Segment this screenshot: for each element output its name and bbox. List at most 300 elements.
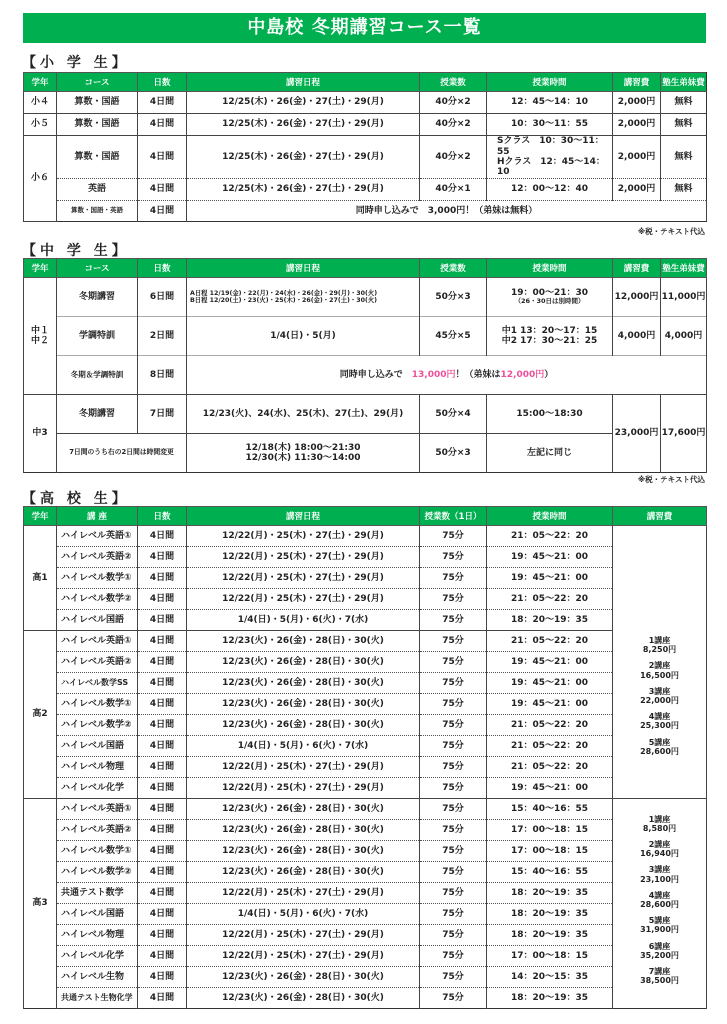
course-cell: 英語 bbox=[57, 179, 138, 201]
days-cell: 4日間 bbox=[138, 883, 187, 904]
time-cell: 21：05〜22：20 bbox=[487, 736, 613, 757]
course-cell: ハイレベル物理 bbox=[57, 757, 138, 778]
schedule-cell: 12/22(月)・25(木)・27(土)・29(月) bbox=[187, 946, 420, 967]
lessons-cell: 75分 bbox=[420, 925, 487, 946]
days-cell: 4日間 bbox=[138, 967, 187, 988]
days-cell: 8日間 bbox=[138, 356, 187, 395]
days-cell: 4日間 bbox=[138, 757, 187, 778]
table-row bbox=[24, 652, 707, 673]
table-header-row bbox=[24, 507, 707, 526]
combo-text: ！（弟妹は bbox=[455, 369, 501, 380]
header-cell: 日数 bbox=[138, 73, 187, 92]
fee-tier bbox=[613, 815, 706, 833]
course-cell: 算数・国語 bbox=[57, 136, 138, 179]
fee-tier-price: 8,250円 bbox=[642, 645, 677, 655]
course-cell: ハイレベル生物 bbox=[57, 967, 138, 988]
header-cell: 授業時間 bbox=[487, 73, 613, 92]
grade-cell: 中１ 中２ bbox=[24, 278, 57, 395]
time-cell: 19：45〜21：00 bbox=[487, 568, 613, 589]
lessons-cell: 75分 bbox=[420, 631, 487, 652]
course-cell: ハイレベル英語② bbox=[57, 652, 138, 673]
lessons-cell: 75分 bbox=[420, 904, 487, 925]
course-cell: ハイレベル英語② bbox=[57, 547, 138, 568]
time-g1: 中1 13：20〜17：15 bbox=[501, 325, 598, 336]
table-row bbox=[24, 883, 707, 904]
time-cell: 17：00〜18：15 bbox=[487, 946, 613, 967]
fee-tier-label: 7講座 bbox=[648, 966, 671, 976]
table-header-row bbox=[24, 259, 707, 278]
course-cell: 算数・国語・英語 bbox=[57, 201, 138, 222]
days-cell: 4日間 bbox=[138, 820, 187, 841]
schedule-cell: 12/23(火)・26(金)・28(日)・30(火) bbox=[187, 988, 420, 1009]
combo-offer-cell bbox=[187, 356, 707, 395]
fee-tier-label: 2講座 bbox=[648, 661, 671, 671]
schedule-cell bbox=[187, 278, 420, 317]
time-cell bbox=[487, 317, 613, 356]
fee-tier-price: 38,500円 bbox=[640, 976, 679, 986]
course-cell: ハイレベル化学 bbox=[57, 778, 138, 799]
time-cell: 19：45〜21：00 bbox=[487, 652, 613, 673]
schedule-a: A日程 12/19(金)・22(月)・24(水)・26(金)・29(月)・30(火) bbox=[190, 289, 378, 297]
fee-tier-price: 23,100円 bbox=[640, 874, 679, 884]
combo-offer-cell: 同時申し込みで 3,000円！（弟妹は無料） bbox=[187, 201, 707, 222]
course-cell: ハイレベル英語② bbox=[57, 820, 138, 841]
fee-cell: 2,000円 bbox=[613, 92, 661, 114]
schedule-2: 12/30(木) 11:30〜14:00 bbox=[245, 453, 361, 463]
elementary-table bbox=[23, 72, 707, 222]
course-cell: ハイレベル数学② bbox=[57, 715, 138, 736]
table-row bbox=[24, 925, 707, 946]
schedule-cell: 12/23(火)・26(金)・28(日)・30(火) bbox=[187, 673, 420, 694]
lessons-cell: 75分 bbox=[420, 652, 487, 673]
days-cell: 4日間 bbox=[138, 799, 187, 820]
time-main: 19：00〜21：30 bbox=[510, 288, 589, 299]
time-s-class: Sクラス 10：30〜11：55 bbox=[497, 136, 604, 157]
time-cell: 15：40〜16：55 bbox=[487, 862, 613, 883]
fee-tier bbox=[613, 967, 706, 985]
header-cell: 授業数 bbox=[420, 259, 487, 278]
fee-tier bbox=[613, 916, 706, 934]
table-row bbox=[24, 526, 707, 547]
grade-cell: 小５ bbox=[24, 114, 57, 136]
course-cell: ハイレベル英語① bbox=[57, 799, 138, 820]
course-cell: ハイレベル国語 bbox=[57, 736, 138, 757]
time-cell: 18：20〜19：35 bbox=[487, 904, 613, 925]
lessons-cell: 75分 bbox=[420, 736, 487, 757]
header-cell: コース bbox=[57, 259, 138, 278]
table-row bbox=[24, 694, 707, 715]
fee-tier-price: 31,900円 bbox=[640, 925, 679, 935]
fee-cell: 2,000円 bbox=[613, 136, 661, 179]
table-row bbox=[24, 757, 707, 778]
header-cell: 講習費 bbox=[613, 507, 707, 526]
lessons-cell: 50分×3 bbox=[420, 278, 487, 317]
fee-tier-label: 2講座 bbox=[648, 840, 671, 850]
course-cell: ハイレベル数学① bbox=[57, 568, 138, 589]
fee-cell bbox=[613, 799, 707, 1009]
fee-cell bbox=[613, 526, 707, 799]
lessons-cell: 75分 bbox=[420, 694, 487, 715]
schedule-cell: 12/22(月)・25(木)・27(土)・29(月) bbox=[187, 547, 420, 568]
fee-tier-price: 16,940円 bbox=[640, 849, 679, 859]
fee-tier-label: 3講座 bbox=[648, 865, 671, 875]
lessons-cell: 75分 bbox=[420, 547, 487, 568]
days-cell: 4日間 bbox=[138, 988, 187, 1009]
schedule-cell: 1/4(日)・5(月)・6(火)・7(水) bbox=[187, 736, 420, 757]
header-cell: 授業時間 bbox=[487, 259, 613, 278]
schedule-cell: 12/22(月)・25(木)・27(土)・29(月) bbox=[187, 778, 420, 799]
junior-table bbox=[23, 258, 707, 473]
course-cell: 冬期講習 bbox=[57, 395, 138, 434]
time-cell: 15：40〜16：55 bbox=[487, 799, 613, 820]
days-cell: 4日間 bbox=[138, 631, 187, 652]
combo-sibling-price: 12,000円 bbox=[500, 369, 545, 380]
time-cell: 21：05〜22：20 bbox=[487, 757, 613, 778]
table-row bbox=[24, 988, 707, 1009]
course-cell: ハイレベル数学② bbox=[57, 862, 138, 883]
schedule-1: 12/18(木) 18:00〜21:30 bbox=[245, 442, 361, 453]
days-cell: 4日間 bbox=[138, 736, 187, 757]
table-row bbox=[24, 610, 707, 631]
lessons-cell: 75分 bbox=[420, 799, 487, 820]
header-cell: 講習費 bbox=[613, 259, 661, 278]
time-cell: 15:00〜18:30 bbox=[487, 395, 613, 434]
schedule-cell: 12/22(月)・25(木)・27(土)・29(月) bbox=[187, 568, 420, 589]
fee-tier-price: 35,200円 bbox=[640, 950, 679, 960]
time-cell: 19：45〜21：00 bbox=[487, 694, 613, 715]
time-cell: 21：05〜22：20 bbox=[487, 526, 613, 547]
table-row bbox=[24, 631, 707, 652]
header-cell: 塾生弟妹費 bbox=[661, 73, 707, 92]
days-cell: 4日間 bbox=[138, 904, 187, 925]
days-cell: 4日間 bbox=[138, 92, 187, 114]
table-row bbox=[24, 820, 707, 841]
days-cell: 4日間 bbox=[138, 946, 187, 967]
schedule-cell: 12/25(木)・26(金)・27(土)・29(月) bbox=[187, 136, 420, 179]
fee-tier-label: 6講座 bbox=[648, 941, 671, 951]
days-cell: 4日間 bbox=[138, 715, 187, 736]
days-cell: 4日間 bbox=[138, 201, 187, 222]
table-row bbox=[24, 967, 707, 988]
days-cell: 4日間 bbox=[138, 114, 187, 136]
time-cell: 14：20〜15：35 bbox=[487, 967, 613, 988]
course-cell: 7日間のうち右の2日間は時間変更 bbox=[57, 434, 187, 473]
lessons-cell: 75分 bbox=[420, 568, 487, 589]
days-cell: 4日間 bbox=[138, 136, 187, 179]
table-row bbox=[24, 201, 707, 222]
table-row bbox=[24, 736, 707, 757]
sibling-fee-cell: 無料 bbox=[661, 136, 707, 179]
time-cell: 18：20〜19：35 bbox=[487, 883, 613, 904]
section-elementary-label: 【小 学 生】 bbox=[22, 55, 130, 71]
table-row bbox=[24, 568, 707, 589]
sibling-fee-cell: 11,000円 bbox=[661, 278, 707, 317]
header-cell: 講 座 bbox=[57, 507, 138, 526]
fee-tier-label: 1講座 bbox=[648, 814, 671, 824]
course-cell: 算数・国語 bbox=[57, 92, 138, 114]
lessons-cell: 50分×4 bbox=[420, 395, 487, 434]
course-cell: ハイレベル化学 bbox=[57, 946, 138, 967]
header-cell: 講習日程 bbox=[187, 259, 420, 278]
days-cell: 2日間 bbox=[138, 317, 187, 356]
days-cell: 4日間 bbox=[138, 589, 187, 610]
schedule-cell: 12/25(木)・26(金)・27(土)・29(月) bbox=[187, 114, 420, 136]
table-row bbox=[24, 673, 707, 694]
days-cell: 6日間 bbox=[138, 278, 187, 317]
lessons-cell: 75分 bbox=[420, 757, 487, 778]
course-cell: ハイレベル数学SS bbox=[57, 673, 138, 694]
schedule-cell: 12/23(火)・26(金)・28(日)・30(火) bbox=[187, 694, 420, 715]
course-cell: 共通テスト数学 bbox=[57, 883, 138, 904]
schedule-cell: 12/23(火)・26(金)・28(日)・30(火) bbox=[187, 967, 420, 988]
table-row bbox=[24, 862, 707, 883]
fee-tier-label: 4講座 bbox=[648, 712, 671, 722]
sibling-fee-cell: 無料 bbox=[661, 114, 707, 136]
fee-tier-price: 25,300円 bbox=[640, 721, 679, 731]
lessons-cell: 75分 bbox=[420, 883, 487, 904]
lessons-cell: 75分 bbox=[420, 862, 487, 883]
fee-tier-price: 28,600円 bbox=[640, 746, 679, 756]
schedule-cell: 1/4(日)・5(月) bbox=[187, 317, 420, 356]
time-note: （26・30日は別時間） bbox=[514, 297, 585, 306]
time-cell: 19：45〜21：00 bbox=[487, 673, 613, 694]
header-cell: 学年 bbox=[24, 259, 57, 278]
lessons-cell: 40分×2 bbox=[420, 136, 487, 179]
time-cell: 18：20〜19：35 bbox=[487, 925, 613, 946]
days-cell: 4日間 bbox=[138, 673, 187, 694]
combo-text: ） bbox=[544, 369, 554, 380]
table-row bbox=[24, 904, 707, 925]
time-cell: 21：05〜22：20 bbox=[487, 589, 613, 610]
table-row bbox=[24, 946, 707, 967]
lessons-cell: 50分×3 bbox=[420, 434, 487, 473]
schedule-cell: 12/23(火)・26(金)・28(日)・30(火) bbox=[187, 862, 420, 883]
fee-tier bbox=[613, 840, 706, 858]
course-cell: ハイレベル英語① bbox=[57, 631, 138, 652]
schedule-b: B日程 12/20(土)・23(火)・25(木)・26(金)・27(土)・30(火) bbox=[190, 297, 378, 304]
time-cell: 18：20〜19：35 bbox=[487, 610, 613, 631]
grade-cell: 小４ bbox=[24, 92, 57, 114]
header-cell: 講習日程 bbox=[187, 73, 420, 92]
table-header-row bbox=[24, 73, 707, 92]
schedule-cell: 12/22(月)・25(木)・27(土)・29(月) bbox=[187, 526, 420, 547]
fee-tier bbox=[613, 942, 706, 960]
schedule-cell: 12/23(火)・26(金)・28(日)・30(火) bbox=[187, 631, 420, 652]
fee-tier-label: 5講座 bbox=[648, 916, 671, 926]
schedule-cell: 12/22(月)・25(木)・27(土)・29(月) bbox=[187, 589, 420, 610]
grade-cell: 高3 bbox=[24, 799, 57, 1009]
header-cell: 学年 bbox=[24, 507, 57, 526]
fee-tier bbox=[613, 712, 706, 730]
time-cell: 12：45〜14：10 bbox=[487, 92, 613, 114]
table-row bbox=[24, 317, 707, 356]
course-cell: ハイレベル国語 bbox=[57, 610, 138, 631]
time-cell bbox=[487, 278, 613, 317]
course-cell: 冬期講習 bbox=[57, 278, 138, 317]
grade-cell: 中3 bbox=[24, 395, 57, 473]
schedule-cell: 12/23(火)、24(水)、25(木)、27(土)、29(月) bbox=[187, 395, 420, 434]
lessons-cell: 75分 bbox=[420, 946, 487, 967]
sibling-fee-cell: 4,000円 bbox=[661, 317, 707, 356]
header-cell: 学年 bbox=[24, 73, 57, 92]
days-cell: 4日間 bbox=[138, 547, 187, 568]
schedule-cell: 12/23(火)・26(金)・28(日)・30(火) bbox=[187, 652, 420, 673]
lessons-cell: 75分 bbox=[420, 967, 487, 988]
lessons-cell: 75分 bbox=[420, 841, 487, 862]
header-cell: 講習費 bbox=[613, 73, 661, 92]
days-cell: 4日間 bbox=[138, 652, 187, 673]
schedule-cell: 12/22(月)・25(木)・27(土)・29(月) bbox=[187, 925, 420, 946]
days-cell: 4日間 bbox=[138, 841, 187, 862]
fee-cell: 2,000円 bbox=[613, 179, 661, 201]
course-cell: 冬期＆学調特訓 bbox=[57, 356, 138, 395]
lessons-cell: 75分 bbox=[420, 673, 487, 694]
header-cell: 授業数（1日） bbox=[420, 507, 487, 526]
header-cell: 講習日程 bbox=[187, 507, 420, 526]
time-cell: 左記に同じ bbox=[487, 434, 613, 473]
fee-cell: 2,000円 bbox=[613, 114, 661, 136]
table-row bbox=[24, 799, 707, 820]
high-table bbox=[23, 506, 707, 1009]
days-cell: 7日間 bbox=[138, 395, 187, 434]
table-row bbox=[24, 778, 707, 799]
tax-note: ※税・テキスト代込 bbox=[637, 227, 705, 236]
table-row bbox=[24, 841, 707, 862]
table-row bbox=[24, 92, 707, 114]
table-row bbox=[24, 179, 707, 201]
fee-cell: 23,000円 bbox=[613, 395, 661, 473]
course-cell: ハイレベル数学① bbox=[57, 841, 138, 862]
sibling-fee-cell: 17,600円 bbox=[661, 395, 707, 473]
sibling-fee-cell: 無料 bbox=[661, 179, 707, 201]
lessons-cell: 75分 bbox=[420, 610, 487, 631]
course-cell: 学調特訓 bbox=[57, 317, 138, 356]
lessons-cell: 40分×2 bbox=[420, 92, 487, 114]
time-cell: 21：05〜22：20 bbox=[487, 715, 613, 736]
course-cell: ハイレベル国語 bbox=[57, 904, 138, 925]
time-h-class: Hクラス 12：45〜14：10 bbox=[497, 157, 605, 178]
fee-tier-label: 5講座 bbox=[648, 737, 671, 747]
days-cell: 4日間 bbox=[138, 862, 187, 883]
schedule-cell: 12/22(月)・25(木)・27(土)・29(月) bbox=[187, 757, 420, 778]
tax-note: ※税・テキスト代込 bbox=[637, 475, 705, 484]
fee-tier-price: 16,500円 bbox=[640, 670, 679, 680]
fee-tier bbox=[613, 738, 706, 756]
course-cell: ハイレベル数学① bbox=[57, 694, 138, 715]
fee-tier bbox=[613, 636, 706, 654]
days-cell: 4日間 bbox=[138, 925, 187, 946]
fee-tier bbox=[613, 865, 706, 883]
lessons-cell: 40分×1 bbox=[420, 179, 487, 201]
course-cell: ハイレベル数学② bbox=[57, 589, 138, 610]
schedule-cell: 12/22(月)・25(木)・27(土)・29(月) bbox=[187, 883, 420, 904]
lessons-cell: 75分 bbox=[420, 820, 487, 841]
schedule-cell: 1/4(日)・5(月)・6(火)・7(水) bbox=[187, 904, 420, 925]
days-cell: 4日間 bbox=[138, 778, 187, 799]
page-title: 中島校 冬期講習コース一覧 bbox=[23, 13, 706, 43]
time-g2: 中2 17：30〜21：25 bbox=[501, 336, 598, 346]
header-cell: 日数 bbox=[138, 259, 187, 278]
header-cell: 塾生弟妹費 bbox=[661, 259, 707, 278]
schedule-cell: 12/23(火)・26(金)・28(日)・30(火) bbox=[187, 715, 420, 736]
schedule-cell bbox=[187, 434, 420, 473]
days-cell: 4日間 bbox=[138, 526, 187, 547]
fee-tier-label: 3講座 bbox=[648, 686, 671, 696]
time-cell bbox=[487, 136, 613, 179]
table-row bbox=[24, 547, 707, 568]
grade-cell: 小６ bbox=[24, 136, 57, 222]
grade-cell: 高1 bbox=[24, 526, 57, 631]
fee-tier-label: 1講座 bbox=[648, 636, 671, 645]
course-cell: 算数・国語 bbox=[57, 114, 138, 136]
section-junior-label: 【中 学 生】 bbox=[22, 243, 130, 259]
days-cell: 4日間 bbox=[138, 179, 187, 201]
time-cell: 18：20〜19：35 bbox=[487, 988, 613, 1009]
table-row bbox=[24, 715, 707, 736]
lessons-cell: 40分×2 bbox=[420, 114, 487, 136]
section-high-label: 【高 校 生】 bbox=[22, 491, 130, 507]
time-cell: 17：00〜18：15 bbox=[487, 820, 613, 841]
schedule-cell: 12/23(火)・26(金)・28(日)・30(火) bbox=[187, 841, 420, 862]
time-cell: 12：00〜12：40 bbox=[487, 179, 613, 201]
days-cell: 4日間 bbox=[138, 694, 187, 715]
fee-tier-price: 22,000円 bbox=[640, 695, 679, 705]
fee-tier-price: 8,580円 bbox=[642, 823, 677, 833]
combo-price: 13,000円 bbox=[411, 369, 456, 380]
lessons-cell: 75分 bbox=[420, 526, 487, 547]
table-row bbox=[24, 114, 707, 136]
schedule-cell: 12/25(木)・26(金)・27(土)・29(月) bbox=[187, 92, 420, 114]
lessons-cell: 75分 bbox=[420, 715, 487, 736]
header-cell: コース bbox=[57, 73, 138, 92]
fee-tier bbox=[613, 891, 706, 909]
table-row bbox=[24, 136, 707, 179]
time-cell: 21：05〜22：20 bbox=[487, 631, 613, 652]
fee-tier-label: 4講座 bbox=[648, 890, 671, 900]
table-row bbox=[24, 356, 707, 395]
combo-text: 同時申し込みで bbox=[339, 369, 412, 380]
lessons-cell: 75分 bbox=[420, 589, 487, 610]
schedule-cell: 12/23(火)・26(金)・28(日)・30(火) bbox=[187, 820, 420, 841]
header-cell: 日数 bbox=[138, 507, 187, 526]
table-row bbox=[24, 395, 707, 434]
lessons-cell: 75分 bbox=[420, 988, 487, 1009]
course-cell: ハイレベル物理 bbox=[57, 925, 138, 946]
grade-cell: 高2 bbox=[24, 631, 57, 799]
course-cell: 共通テスト生物化学 bbox=[57, 988, 138, 1009]
table-row bbox=[24, 589, 707, 610]
table-row bbox=[24, 434, 707, 473]
fee-tier bbox=[613, 661, 706, 679]
course-cell: ハイレベル英語① bbox=[57, 526, 138, 547]
header-cell: 授業時間 bbox=[487, 507, 613, 526]
sibling-fee-cell: 無料 bbox=[661, 92, 707, 114]
lessons-cell: 45分×5 bbox=[420, 317, 487, 356]
fee-cell: 12,000円 bbox=[613, 278, 661, 317]
days-cell: 4日間 bbox=[138, 568, 187, 589]
fee-tier-price: 28,600円 bbox=[640, 900, 679, 909]
fee-tier bbox=[613, 687, 706, 705]
schedule-cell: 1/4(日)・5(月)・6(火)・7(水) bbox=[187, 610, 420, 631]
schedule-cell: 12/25(木)・26(金)・27(土)・29(月) bbox=[187, 179, 420, 201]
table-row bbox=[24, 278, 707, 317]
header-cell: 授業数 bbox=[420, 73, 487, 92]
time-cell: 19：45〜21：00 bbox=[487, 547, 613, 568]
time-cell: 19：45〜21：00 bbox=[487, 778, 613, 799]
schedule-cell: 12/23(火)・26(金)・28(日)・30(火) bbox=[187, 799, 420, 820]
fee-cell: 4,000円 bbox=[613, 317, 661, 356]
time-cell: 17：00〜18：15 bbox=[487, 841, 613, 862]
